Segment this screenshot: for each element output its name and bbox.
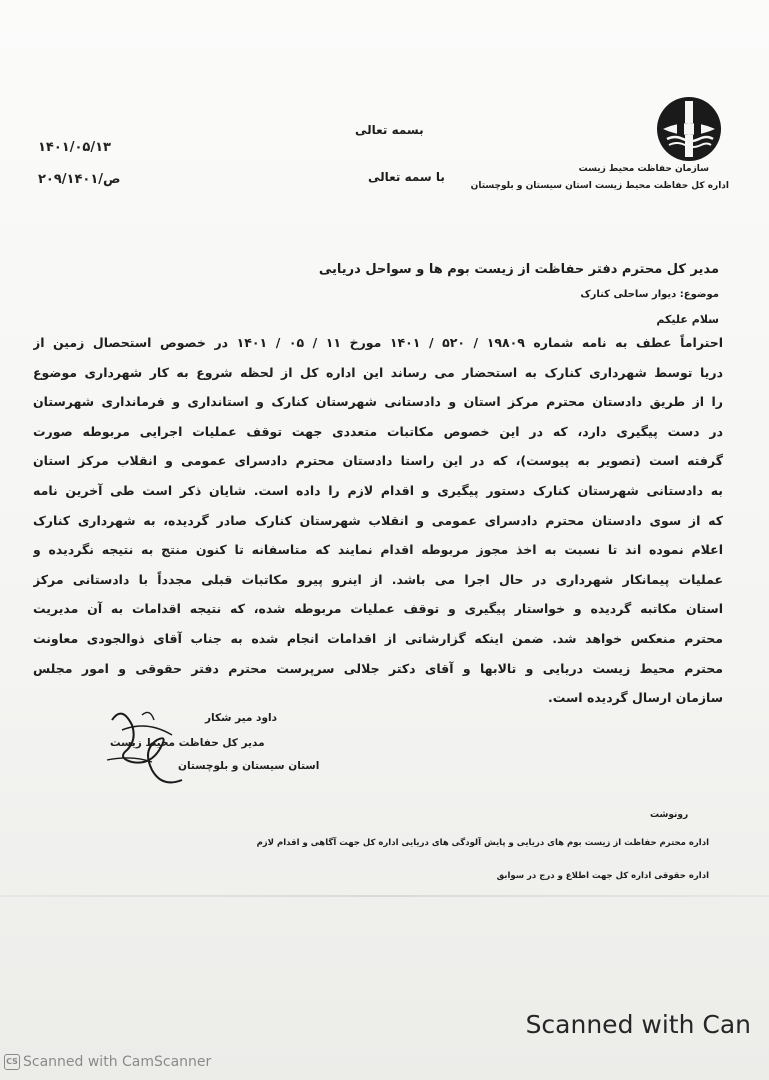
scanner-watermark-large: Scanned with Can	[525, 1010, 751, 1039]
body-line: را از طریق دادستان محترم مرکز استان و دادستانی شهرستان کنارک و استانداری و فرمانداری شهرستان	[33, 394, 723, 410]
body-line: که از سوی دادستان محترم دادسرای عمومی و انقلاب شهرستان کنارک صادر گردیده، به شهرداری کنارک	[33, 512, 723, 528]
body-line: گرفته است (تصویر به پیوست)، که در این راستا دادستان محترم دادسرای عمومی و انقلاب مرکز استان	[33, 453, 723, 469]
body-line: در دست پیگیری دارد، که در این خصوص مکاتبات متعددی جهت توقف عملیات اجرایی مربوطه صورت	[33, 423, 723, 439]
letter-subject: موضوع: دیوار ساحلی کنارک	[580, 289, 719, 300]
letter-date: ۱۴۰۱/۰۵/۱۳	[38, 140, 111, 155]
header-bottom-text: با سمه تعالی	[368, 170, 445, 184]
body-line: اعلام نموده اند تا نسبت به اخذ مجوز مربوطه اقدام نمایند که متاسفانه تا کنون منتج به نتیجه نگردیده و	[33, 542, 723, 558]
letter-number: ۲۰۹/۱۴۰۱/ص	[38, 172, 121, 187]
scanner-watermark-small	[4, 1054, 211, 1070]
body-line: عملیات پیمانکار شهرداری در حال اجرا می باشد. از اینرو پیرو مکاتبات قبلی مجدداً با دادستانی مرکز	[33, 571, 723, 587]
cc-line: اداره حقوقی اداره کل جهت اطلاع و درج در سوابق	[496, 871, 709, 881]
body-line: محترم منعکس خواهد شد. ضمن اینکه گزارشاتی از اقدامات انجام شده به جناب آقای ذوالجودی معاونت	[33, 630, 723, 646]
letter-body	[33, 328, 723, 713]
body-line: به دادستانی شهرستان کنارک دستور پیگیری و اقدام لازم را داده است. شایان ذکر است طی آخرین نامه	[33, 482, 723, 498]
organization-name-line-1: سازمان حفاظت محیط زیست	[578, 164, 709, 174]
paper-fold-divider	[0, 895, 769, 897]
letter-recipient: مدیر کل محترم دفتر حفاظت از زیست بوم ها و سواحل دریایی	[318, 262, 719, 277]
cc-label: رونوشت	[650, 810, 689, 820]
scanner-watermark-text: Scanned with CamScanner	[23, 1054, 212, 1070]
body-line: سازمان ارسال گردیده است.	[548, 690, 723, 706]
header-top-text: بسمه تعالی	[355, 123, 424, 137]
signatory-province: استان سیستان و بلوچستان	[178, 760, 320, 772]
organization-name-line-2: اداره کل حفاظت محیط زیست استان سیستان و بلوچستان	[470, 181, 729, 191]
environment-logo-icon	[655, 95, 723, 163]
body-line: محترم محیط زیست دریایی و تالابها و آقای دکتر جلالی سرپرست محترم دفتر حقوقی و امور مجلس	[33, 660, 723, 676]
body-line: استان مکاتبه گردیده و خواستار پیگیری و توقف عملیات مربوطه شده، که نتیجه اقدامات به آن مدیریت	[33, 601, 723, 617]
signatory-title: مدیر کل حفاظت محیط زیست	[110, 737, 265, 749]
letter-greeting: سلام علیکم	[656, 313, 719, 326]
cc-line: اداره محترم حفاظت از زیست بوم های دریایی و پایش آلودگی های دریایی اداره کل جهت آگاهی و اقدام لازم	[256, 838, 709, 848]
body-line: احتراماً عطف به نامه شماره ۱۹۸۰۹ / ۵۲۰ / ۱۴۰۱ مورخ ۱۱ / ۰۵ / ۱۴۰۱ در خصوص استحصال زمین از	[33, 335, 723, 350]
signatory-name: داود میر شکار	[205, 712, 277, 724]
camscanner-logo-icon: CS	[4, 1054, 20, 1070]
body-line: دریا توسط شهرداری کنارک به استحضار می رساند این اداره کل از لحظه شروع به کار شهرداری موضوع	[33, 364, 723, 380]
